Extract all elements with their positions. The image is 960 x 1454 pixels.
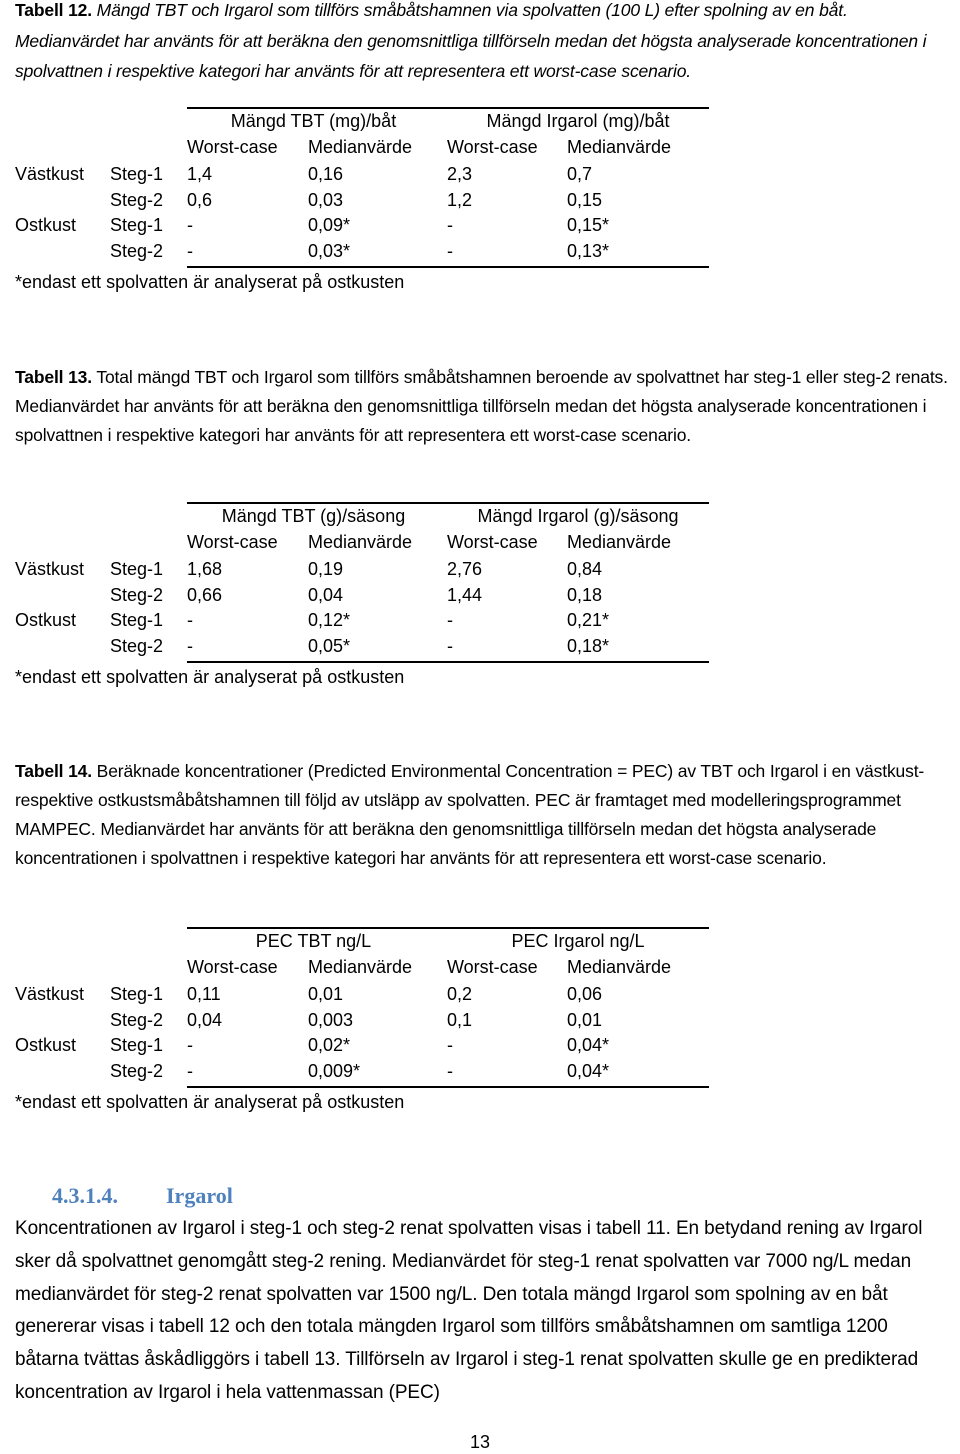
section-heading (52, 1183, 233, 1209)
step-cell: Steg-2 (110, 240, 164, 261)
tbt-median-cell: 0,02* (308, 1035, 351, 1055)
irgarol-median-cell: 0,01 (567, 1009, 603, 1030)
header-irgarol-worst-case: Worst-case (447, 956, 538, 977)
step-cell: Steg-1 (110, 1035, 164, 1055)
tbt-worst-case-cell: - (187, 1060, 193, 1081)
irgarol-median-cell: 0,18* (567, 635, 610, 656)
irgarol-worst-case-cell: 0,2 (447, 984, 473, 1004)
step-cell: Steg-1 (110, 215, 164, 235)
region-cell: Västkust (15, 984, 85, 1004)
group-header-tbt: Mängd TBT (mg)/båt (230, 111, 397, 131)
irgarol-median-cell: 0,15* (567, 215, 610, 235)
tbt-median-cell: 0,009* (308, 1060, 361, 1081)
table-footnote: *endast ett spolvatten är analyserat på ostkusten (15, 272, 405, 292)
table-bottom-rule (187, 1086, 709, 1088)
tbt-worst-case-cell: 1,68 (187, 559, 223, 579)
irgarol-median-cell: 0,13* (567, 240, 610, 261)
group-header-irgarol: PEC Irgarol ng/L (511, 931, 645, 951)
header-irgarol-median: Medianvärde (567, 531, 672, 552)
header-tbt-median: Medianvärde (308, 136, 413, 157)
header-tbt-median: Medianvärde (308, 956, 413, 977)
tbt-worst-case-cell: - (187, 1035, 193, 1055)
step-cell: Steg-2 (110, 635, 164, 656)
tbt-worst-case-cell: 0,6 (187, 189, 213, 210)
table-13-label: Tabell 13. (15, 367, 92, 387)
region-cell: Ostkust (15, 1035, 77, 1055)
region-cell: Ostkust (15, 215, 77, 235)
header-irgarol-median: Medianvärde (567, 956, 672, 977)
tbt-worst-case-cell: - (187, 610, 193, 630)
tbt-worst-case-cell: 1,4 (187, 164, 213, 184)
group-header-tbt: Mängd TBT (g)/säsong (221, 506, 406, 526)
tbt-median-cell: 0,03 (308, 189, 344, 210)
tbt-median-cell: 0,003 (308, 1009, 354, 1030)
tbt-median-cell: 0,16 (308, 164, 344, 184)
step-cell: Steg-2 (110, 1009, 164, 1030)
header-irgarol-worst-case: Worst-case (447, 531, 538, 552)
group-header-irgarol: Mängd Irgarol (g)/säsong (477, 506, 679, 526)
table-14-caption-text: Beräknade koncentrationer (Predicted Environmental Concentration = PEC) av TBT och Irgarol i en västkust- respektive ostkustsmåbåtshamnen till följd av utsläpp av spolvatten. PEC är framtaget med modelleringsprogrammet MAMPEC. Medianvärdet har använts för att beräkna den genomsnittliga tillförseln medan det högsta analyserade koncentrationen i spolvattnen i respektive kategori har använts för att representera ett worst-case scenario. (15, 761, 925, 868)
header-tbt-median: Medianvärde (308, 531, 413, 552)
irgarol-worst-case-cell: - (447, 215, 453, 235)
table-footnote: *endast ett spolvatten är analyserat på ostkusten (15, 667, 405, 687)
section-title: Irgarol (166, 1183, 233, 1208)
header-tbt-worst-case: Worst-case (187, 956, 278, 977)
table-bottom-rule (187, 266, 709, 268)
tbt-median-cell: 0,12* (308, 610, 351, 630)
tbt-worst-case-cell: 0,66 (187, 584, 223, 605)
irgarol-worst-case-cell: - (447, 635, 453, 656)
step-cell: Steg-1 (110, 164, 164, 184)
tbt-median-cell: 0,01 (308, 984, 344, 1004)
region-cell: Ostkust (15, 610, 77, 630)
step-cell: Steg-1 (110, 984, 164, 1004)
tbt-median-cell: 0,19 (308, 559, 344, 579)
irgarol-median-cell: 0,18 (567, 584, 603, 605)
table-12-label: Tabell 12. (15, 0, 92, 20)
step-cell: Steg-1 (110, 610, 164, 630)
irgarol-worst-case-cell: 1,2 (447, 189, 473, 210)
tbt-median-cell: 0,05* (308, 635, 351, 656)
table-13-caption-text: Total mängd TBT och Irgarol som tillförs småbåtshamnen beroende av spolvattnet har steg-1 eller steg-2 renats. Medianvärdet har använts för att beräkna den genomsnittliga tillförseln medan det högsta analyserade koncentrationen i spolvattnen i respektive kategori har använts för att representera ett worst-case scenario. (15, 367, 948, 445)
irgarol-worst-case-cell: - (447, 1035, 453, 1055)
table-13-caption (15, 363, 952, 450)
irgarol-median-cell: 0,04* (567, 1060, 610, 1081)
region-cell: Västkust (15, 559, 85, 579)
irgarol-median-cell: 0,15 (567, 189, 603, 210)
page-number: 13 (469, 1432, 491, 1452)
irgarol-worst-case-cell: 2,76 (447, 559, 483, 579)
step-cell: Steg-1 (110, 559, 164, 579)
header-tbt-worst-case: Worst-case (187, 136, 278, 157)
irgarol-median-cell: 0,04* (567, 1035, 610, 1055)
tbt-worst-case-cell: - (187, 215, 193, 235)
table-footnote: *endast ett spolvatten är analyserat på ostkusten (15, 1092, 405, 1112)
irgarol-median-cell: 0,84 (567, 559, 603, 579)
table-14-label: Tabell 14. (15, 761, 92, 781)
irgarol-worst-case-cell: 1,44 (447, 584, 483, 605)
header-tbt-worst-case: Worst-case (187, 531, 278, 552)
section-number: 4.3.1.4. (52, 1183, 118, 1208)
table-bottom-rule (187, 661, 709, 663)
header-irgarol-worst-case: Worst-case (447, 136, 538, 157)
header-irgarol-median: Medianvärde (567, 136, 672, 157)
tbt-worst-case-cell: - (187, 635, 193, 656)
irgarol-worst-case-cell: - (447, 610, 453, 630)
tbt-median-cell: 0,03* (308, 240, 351, 261)
irgarol-worst-case-cell: 0,1 (447, 1009, 473, 1030)
group-header-irgarol: Mängd Irgarol (mg)/båt (486, 111, 670, 131)
tbt-median-cell: 0,09* (308, 215, 351, 235)
section-body-paragraph: Koncentrationen av Irgarol i steg-1 och steg-2 renat spolvatten visas i tabell 11. En betydand rening av Irgarol sker då spolvattnet genomgått steg-2 rening. Medianvärdet för steg-1 renat spolvatten var 7000 ng/L medan medianvärdet för steg-2 renat spolvatten var 1500 ng/L. Den totala mängd Irgarol som spolning av en båt genererar visas i tabell 12 och den totala mängden Irgarol som tillförs småbåtshamnen om samtliga 1200 båtarna tvättas åskådliggörs i tabell 13. Tillförseln av Irgarol i steg-1 renat spolvatten skulle ge en predikterad koncentration av Irgarol i hela vattenmassan (PEC) (15, 1218, 923, 1403)
irgarol-median-cell: 0,06 (567, 984, 603, 1004)
irgarol-median-cell: 0,21* (567, 610, 610, 630)
tbt-worst-case-cell: 0,04 (187, 1009, 223, 1030)
region-cell: Västkust (15, 164, 85, 184)
table-12-caption-text: Mängd TBT och Irgarol som tillförs småbåtshamnen via spolvatten (100 L) efter spolning av en båt. Medianvärdet har använts för att beräkna den genomsnittliga tillförseln medan det högsta analyserade koncentrationen i spolvattnen i respektive kategori har använts för att representera ett worst-case scenario. (15, 0, 927, 81)
irgarol-worst-case-cell: - (447, 1060, 453, 1081)
step-cell: Steg-2 (110, 1060, 164, 1081)
irgarol-median-cell: 0,7 (567, 164, 593, 184)
table-12-caption (15, 0, 952, 87)
tbt-worst-case-cell: - (187, 240, 193, 261)
step-cell: Steg-2 (110, 189, 164, 210)
irgarol-worst-case-cell: - (447, 240, 453, 261)
irgarol-worst-case-cell: 2,3 (447, 164, 473, 184)
table-14-caption (15, 757, 952, 873)
tbt-worst-case-cell: 0,11 (187, 984, 221, 1004)
tbt-median-cell: 0,04 (308, 584, 344, 605)
group-header-tbt: PEC TBT ng/L (255, 931, 372, 951)
step-cell: Steg-2 (110, 584, 164, 605)
